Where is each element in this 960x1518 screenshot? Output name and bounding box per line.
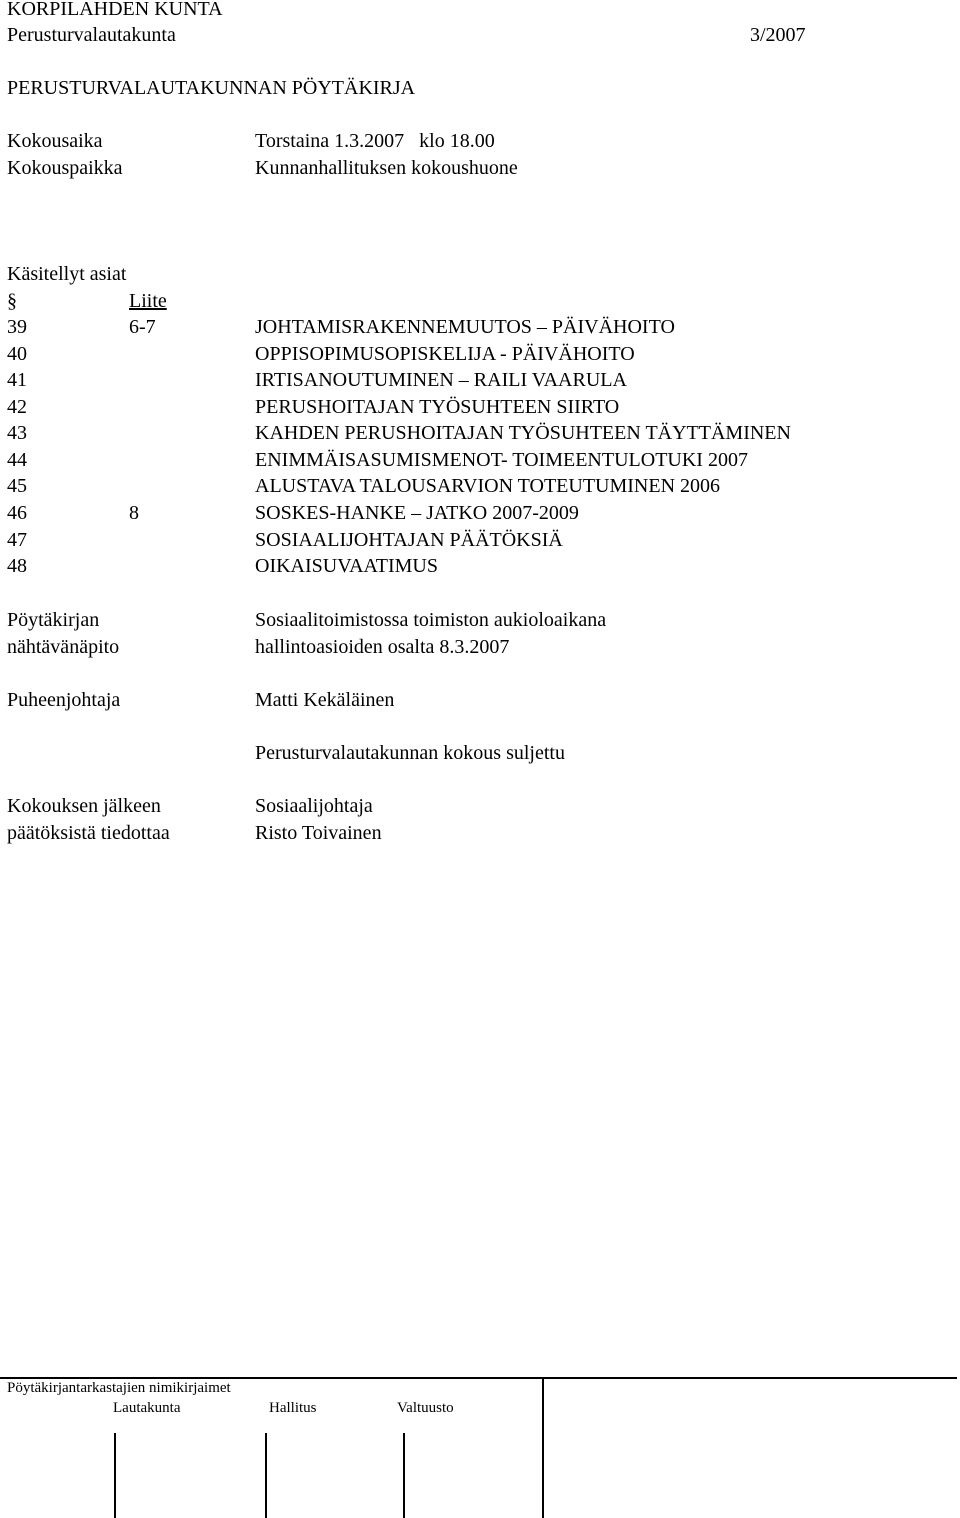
agenda-item-number: 39	[7, 316, 27, 338]
agenda-item-title: ALUSTAVA TALOUSARVION TOTEUTUMINEN 2006	[255, 475, 721, 497]
signature-line	[265, 1433, 267, 1518]
meeting-place-value: Kunnanhallituksen kokoushuone	[255, 157, 518, 179]
agenda-item-title: SOSIAALIJOHTAJAN PÄÄTÖKSIÄ	[255, 529, 563, 551]
agenda-heading: Käsitellyt asiat	[7, 263, 127, 285]
agenda-item-title: OPPISOPIMUSOPISKELIJA - PÄIVÄHOITO	[255, 343, 635, 365]
chair-name: Matti Kekäläinen	[255, 689, 395, 711]
chair-label: Puheenjohtaja	[7, 689, 121, 711]
agenda-item-number: 42	[7, 396, 27, 418]
agenda-item-title: SOSKES-HANKE – JATKO 2007-2009	[255, 502, 579, 524]
section-mark-header: §	[7, 290, 17, 312]
after-meeting-value-line1: Sosiaalijohtaja	[255, 795, 373, 817]
after-meeting-label-line2: päätöksistä tiedottaa	[7, 822, 170, 844]
agenda-item-title: IRTISANOUTUMINEN – RAILI VAARULA	[255, 369, 627, 391]
agenda-item-title: OIKAISUVAATIMUS	[255, 555, 438, 577]
agenda-item-number: 45	[7, 475, 27, 497]
public-display-value-line2: hallintoasioiden osalta 8.3.2007	[255, 636, 510, 658]
municipality-name: KORPILAHDEN KUNTA	[7, 0, 223, 20]
agenda-item-title: JOHTAMISRAKENNEMUUTOS – PÄIVÄHOITO	[255, 316, 675, 338]
document-title: PERUSTURVALAUTAKUNNAN PÖYTÄKIRJA	[7, 77, 416, 99]
meeting-place-label: Kokouspaikka	[7, 157, 123, 179]
initials-column-government: Hallitus	[269, 1400, 317, 1416]
agenda-item-number: 44	[7, 449, 27, 471]
meeting-number: 3/2007	[750, 24, 806, 46]
footer-top-rule	[0, 1377, 957, 1379]
meeting-time-label: Kokousaika	[7, 130, 103, 152]
signature-line	[403, 1433, 405, 1518]
initials-label: Pöytäkirjantarkastajien nimikirjaimet	[7, 1380, 231, 1396]
agenda-item-number: 47	[7, 529, 27, 551]
public-display-label-line1: Pöytäkirjan	[7, 609, 100, 631]
agenda-item-number: 46	[7, 502, 27, 524]
initials-box-divider	[542, 1378, 544, 1518]
agenda-item-appendix: 8	[129, 502, 139, 524]
meeting-closed-text: Perusturvalautakunnan kokous suljettu	[255, 742, 565, 764]
after-meeting-value-line2: Risto Toivainen	[255, 822, 382, 844]
agenda-item-title: KAHDEN PERUSHOITAJAN TYÖSUHTEEN TÄYTTÄMINEN	[255, 422, 791, 444]
meeting-time-value: Torstaina 1.3.2007 klo 18.00	[255, 130, 495, 152]
after-meeting-label-line1: Kokouksen jälkeen	[7, 795, 161, 817]
agenda-item-appendix: 6-7	[129, 316, 156, 338]
agenda-item-number: 43	[7, 422, 27, 444]
public-display-label-line2: nähtävänäpito	[7, 636, 120, 658]
signature-line	[114, 1433, 116, 1518]
public-display-value-line1: Sosiaalitoimistossa toimiston aukioloaikana	[255, 609, 607, 631]
agenda-item-title: PERUSHOITAJAN TYÖSUHTEEN SIIRTO	[255, 396, 620, 418]
board-name: Perusturvalautakunta	[7, 24, 176, 46]
agenda-item-title: ENIMMÄISASUMISMENOT- TOIMEENTULOTUKI 2007	[255, 449, 748, 471]
agenda-item-number: 41	[7, 369, 27, 391]
appendix-column-header: Liite	[129, 290, 167, 312]
agenda-item-number: 40	[7, 343, 27, 365]
initials-column-board: Lautakunta	[113, 1400, 181, 1416]
agenda-item-number: 48	[7, 555, 27, 577]
initials-column-council: Valtuusto	[397, 1400, 454, 1416]
